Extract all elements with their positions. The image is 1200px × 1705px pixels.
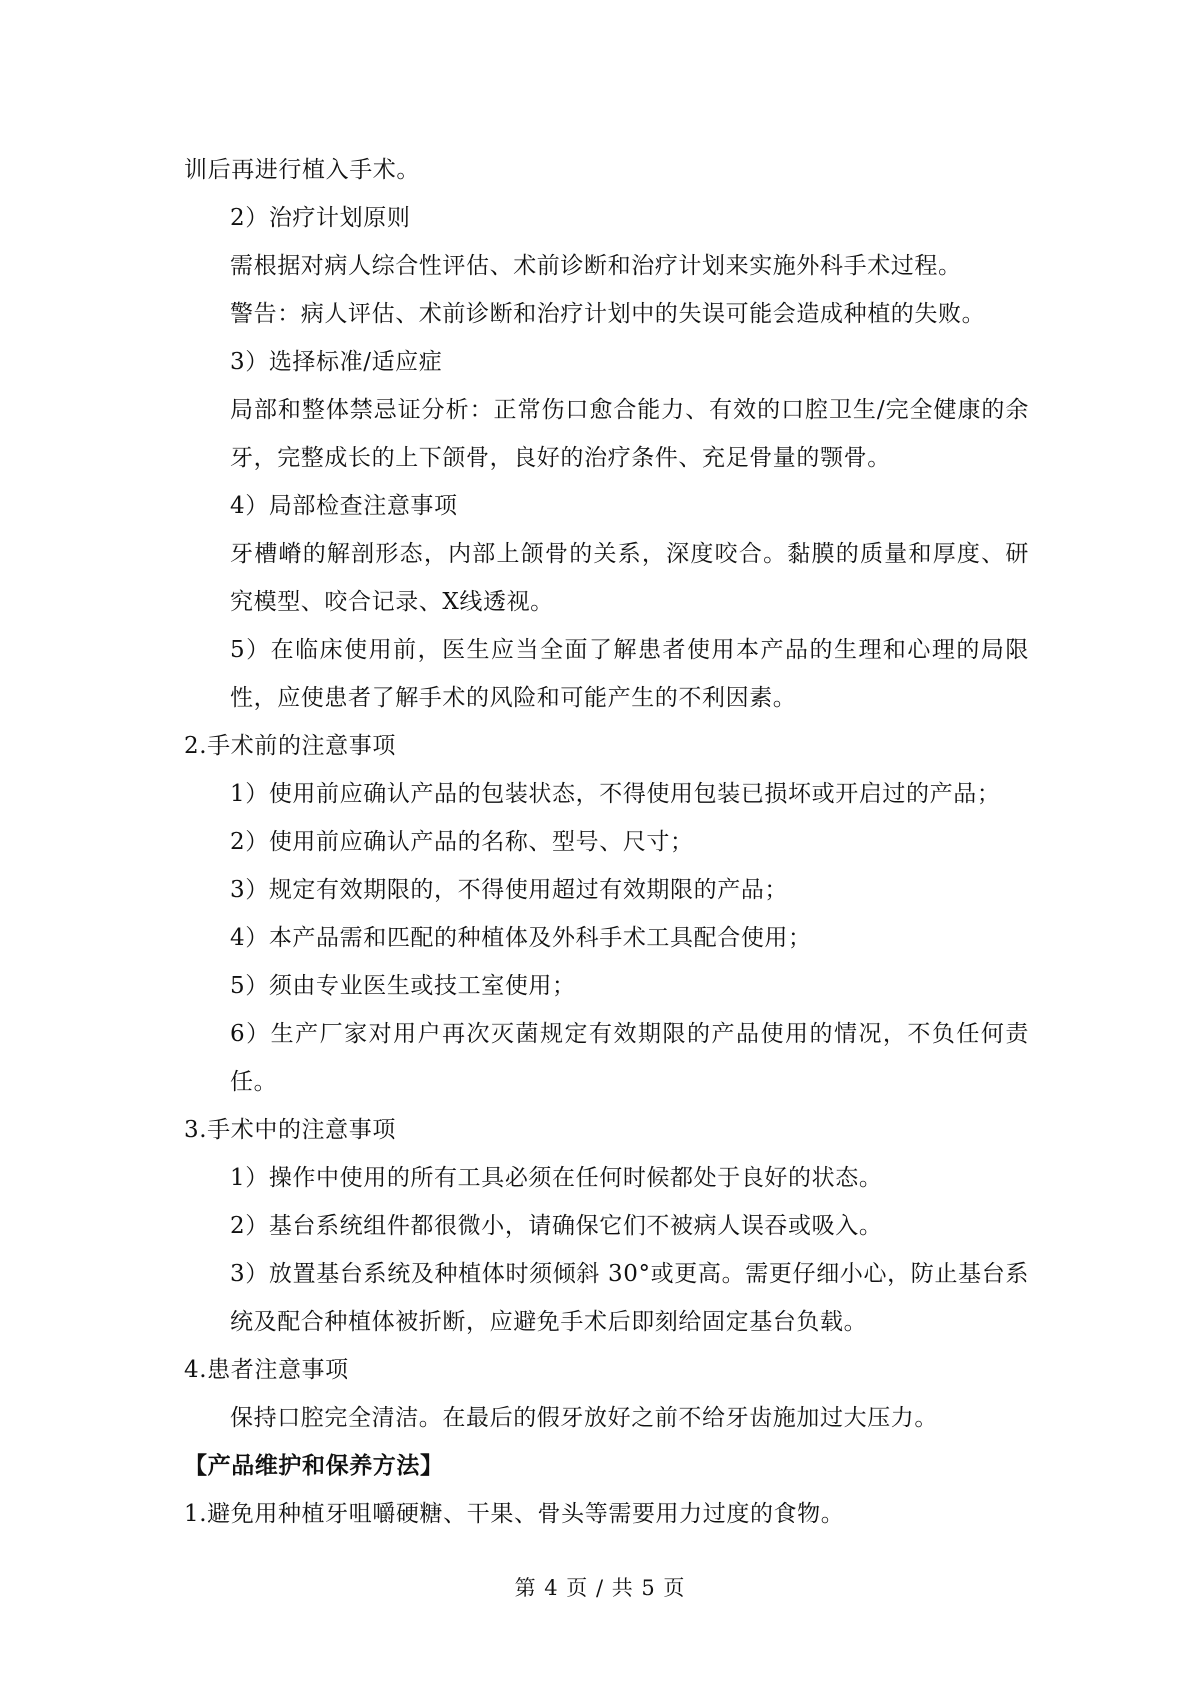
text-line: 2.手术前的注意事项: [184, 733, 396, 759]
text-line: 局部和整体禁忌证分析：正常伤口愈合能力、有效的口腔卫生/完全健康的余牙，完整成长的上下颌骨，良好的治疗条件、充足骨量的颚骨。: [230, 397, 1029, 471]
text-line: 4）局部检查注意事项: [230, 493, 458, 519]
text-line: 3.手术中的注意事项: [184, 1117, 396, 1143]
text-line: 2）使用前应确认产品的名称、型号、尺寸；: [230, 829, 694, 855]
document-body: [184, 146, 1029, 1538]
text-line: 1）操作中使用的所有工具必须在任何时候都处于良好的状态。: [230, 1165, 883, 1191]
text-line: 训后再进行植入手术。: [184, 157, 420, 183]
text-line: 1.避免用种植牙咀嚼硬糖、干果、骨头等需要用力过度的食物。: [184, 1501, 845, 1527]
text-line: 3）选择标准/适应症: [230, 349, 443, 375]
text-line: 警告：病人评估、术前诊断和治疗计划中的失误可能会造成种植的失败。: [230, 301, 986, 327]
text-line: 4.患者注意事项: [184, 1357, 349, 1383]
section-heading: 【产品维护和保养方法】: [184, 1452, 444, 1479]
page-footer: 第 4 页 / 共 5 页: [514, 1576, 686, 1600]
text-line: 3）规定有效期限的，不得使用超过有效期限的产品；: [230, 877, 789, 903]
text-line: 2）基台系统组件都很微小，请确保它们不被病人误吞或吸入。: [230, 1213, 883, 1239]
text-line: 3）放置基台系统及种植体时须倾斜 30°或更高。需更仔细小心，防止基台系统及配合种植体被折断，应避免手术后即刻给固定基台负载。: [230, 1261, 1029, 1335]
text-line: 5）须由专业医生或技工室使用；: [230, 973, 576, 999]
text-line: 1）使用前应确认产品的包装状态，不得使用包装已损坏或开启过的产品；: [230, 781, 1001, 807]
text-line: 4）本产品需和匹配的种植体及外科手术工具配合使用；: [230, 925, 812, 951]
text-line: 6）生产厂家对用户再次灭菌规定有效期限的产品使用的情况，不负任何责任。: [230, 1021, 1029, 1095]
text-line: 牙槽嵴的解剖形态，内部上颌骨的关系，深度咬合。黏膜的质量和厚度、研究模型、咬合记录、X线透视。: [230, 541, 1029, 615]
text-line: 5）在临床使用前，医生应当全面了解患者使用本产品的生理和心理的局限性，应使患者了解手术的风险和可能产生的不利因素。: [230, 637, 1029, 711]
text-line: 2）治疗计划原则: [230, 205, 411, 231]
text-line: 保持口腔完全清洁。在最后的假牙放好之前不给牙齿施加过大压力。: [230, 1405, 938, 1431]
text-line: 需根据对病人综合性评估、术前诊断和治疗计划来实施外科手术过程。: [230, 253, 962, 279]
